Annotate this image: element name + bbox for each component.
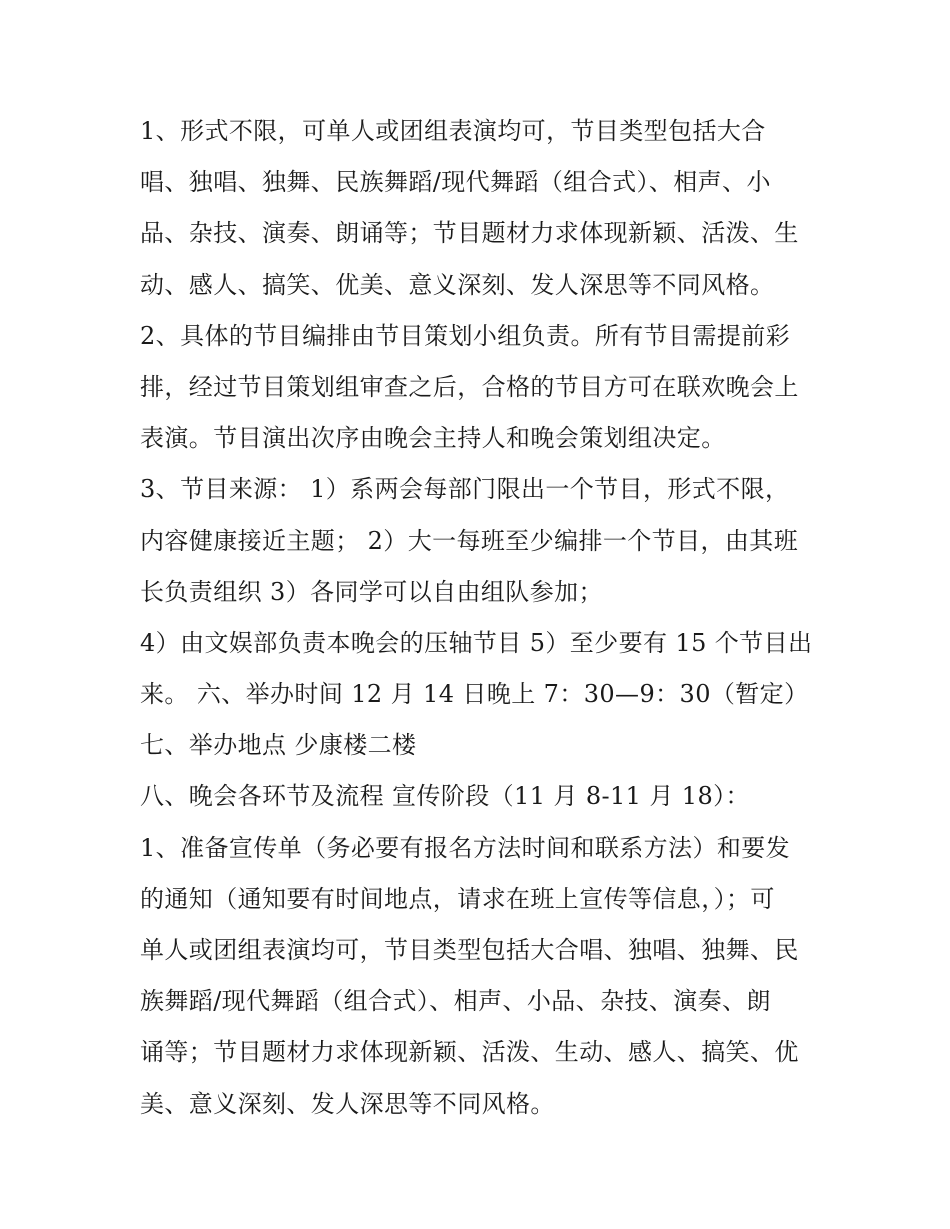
text-line-14: 八、晚会各环节及流程 宣传阶段（11 月 8-11 月 18）： — [140, 782, 750, 811]
text-line-3: 品、杂技、演奏、朗诵等；节目题材力求体现新颖、活泼、生 — [140, 219, 799, 248]
text-line-10: 长负责组织 3）各同学可以自由组队参加； — [140, 577, 603, 606]
text-line-18: 族舞蹈/现代舞蹈（组合式）、相声、小品、杂技、演奏、朗 — [140, 987, 771, 1016]
text-line-8: 3、节目来源： 1）系两会每部门限出一个节目，形式不限， — [140, 475, 790, 504]
text-line-20: 美、意义深刻、发人深思等不同风格。 — [140, 1089, 555, 1118]
document-body — [140, 106, 820, 1130]
text-line-16: 的通知（通知要有时间地点，请求在班上宣传等信息，）；可 — [140, 884, 775, 913]
text-line-2: 唱、独唱、独舞、民族舞蹈/现代舞蹈（组合式）、相声、小 — [140, 168, 771, 197]
text-line-9: 内容健康接近主题； 2）大一每班至少编排一个节目，由其班 — [140, 526, 799, 555]
text-line-13: 七、举办地点 少康楼二楼 — [140, 731, 417, 760]
text-line-6: 排，经过节目策划组审查之后，合格的节目方可在联欢晚会上 — [140, 372, 799, 401]
text-line-11: 4）由文娱部负责本晚会的压轴节目 5）至少要有 15 个节目出 — [140, 628, 813, 657]
text-line-5: 2、具体的节目编排由节目策划小组负责。所有节目需提前彩 — [140, 321, 791, 350]
text-line-19: 诵等；节目题材力求体现新颖、活泼、生动、感人、搞笑、优 — [140, 1038, 799, 1067]
text-line-1: 1、形式不限，可单人或团组表演均可，节目类型包括大合 — [140, 117, 766, 145]
text-line-12: 来。 六、举办时间 12 月 14 日晚上 7：30—9：30（暂定） — [140, 680, 809, 709]
text-line-4: 动、感人、搞笑、优美、意义深刻、发人深思等不同风格。 — [140, 270, 775, 299]
text-line-7: 表演。节目演出次序由晚会主持人和晚会策划组决定。 — [140, 424, 726, 453]
text-line-17: 单人或团组表演均可，节目类型包括大合唱、独唱、独舞、民 — [140, 936, 799, 964]
text-line-15: 1、准备宣传单（务必要有报名方法时间和联系方法）和要发 — [140, 833, 791, 862]
